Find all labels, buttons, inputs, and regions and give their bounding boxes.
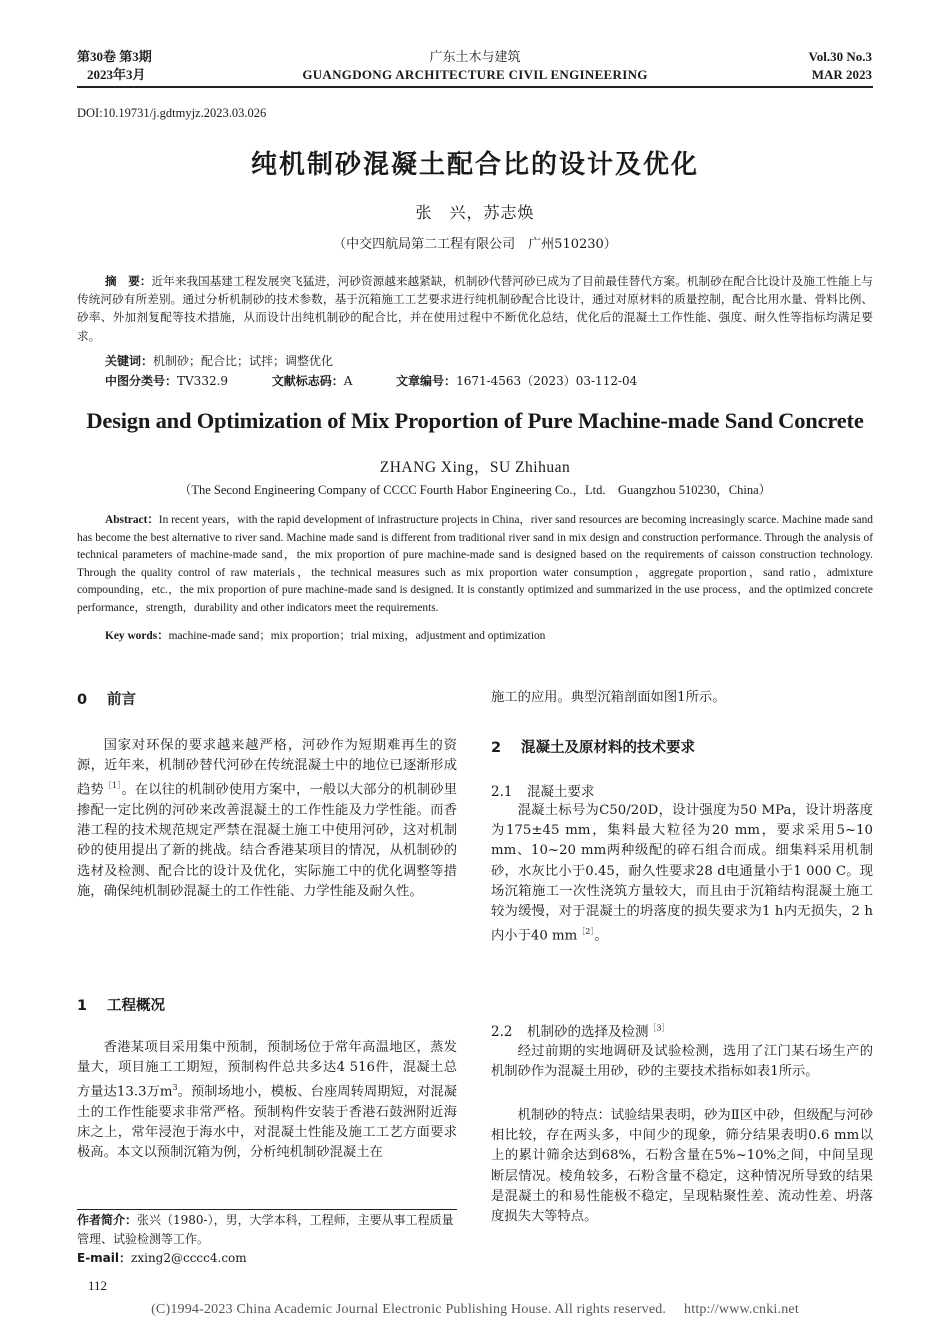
page-number: 112	[88, 1278, 108, 1293]
doi: DOI:10.19731/j.gdtmyjz.2023.03.026	[77, 106, 267, 120]
header-journal-en: GUANGDONG ARCHITECTURE CIVIL ENGINEERING	[302, 67, 648, 82]
section-1-number: 1	[77, 998, 88, 1014]
continued-paragraph: 施工的应用。典型沉箱剖面如图1所示。	[491, 690, 726, 705]
section-0-title: 前言	[107, 692, 136, 708]
header-volume-cn: 第30卷 第3期	[77, 49, 152, 64]
concrete-requirements-end: 。	[594, 928, 608, 944]
section-0-number: 0	[77, 692, 88, 708]
intro-ref: ［1］	[103, 781, 122, 791]
copyright-line: (C)1994-2023 China Academic Journal Electronic Publishing House. All rights reserved. http://www.cnki.net	[151, 1302, 799, 1317]
sand-selection-paragraph: 经过前期的实地调研及试验检测，选用了江门某石场生产的机制砂作为混凝土用砂，砂的主要技术指标如表1所示。	[491, 1044, 873, 1080]
doc-code-value: A	[343, 374, 353, 388]
subsection-2-2-ref: ［3］	[648, 1023, 670, 1033]
intro-text-rest: 。在以往的机制砂使用方案中，一般以大部分的机制砂里掺配一定比例的河砂来改善混凝土的工作性能及力学性能。而香港工程的技术规范规定严禁在混凝土施工中使用河砂，这对机制砂的使用提出了新的挑战。结合香港某项目的情况，从机制砂的选材及检测、配合比的设计及优化，实际施工中的优化调整等措施，确保纯机制砂混凝土的工作性能、力学性能及耐久性。	[77, 782, 458, 899]
keywords-cn-text: 机制砂；配合比；试拌；调整优化	[153, 354, 334, 368]
overview-text-rest: 。预制场地小，模板、台座周转周期短，对混凝土的工作性能要求非常严格。预制构件安装于香港石鼓洲附近海床之上，常年浸泡于海水中，对混凝土性能及施工工艺方面要求极高。本文以预制沉箱为例，分析纯机制砂混凝土在	[77, 1084, 458, 1161]
abstract-en-text: In recent years，with the rapid development of infrastructure projects in China，river sand resources are becoming increasingly scarce. Machine made sand has become the best alternative to river sand. Machine made sand is different from traditional river sand in mix design and construction performance. Through the analysis of technical parameters of machine-made sand，the mix proportion of pure machine-made sand is designed based on the requirements of caisson construction technology. Through the quality control of raw materials，the technical measures such as mix proportion water consumption，aggregate proportion，sand ratio，admixture compounding，etc.，the mix proportion of pure machine-made sand is designed. It is constantly optimized and summarized in the use process，and the optimized concrete performance，strength，durability and other indicators meet the requirements.	[77, 514, 873, 614]
footnote-email-label: E-mail：	[77, 1251, 132, 1265]
footnote-email	[77, 1249, 457, 1268]
header-journal-cn: 广东土木与建筑	[429, 49, 521, 64]
section-1-heading	[77, 994, 165, 1015]
paper-title-en: Design and Optimization of Mix Proportion of Pure Machine-made Sand Concrete	[86, 408, 864, 433]
header-journal	[250, 48, 700, 84]
article-no-value: 1671-4563（2023）03-112-04	[456, 374, 638, 388]
section-1-title: 工程概况	[107, 998, 165, 1014]
keywords-cn	[105, 352, 333, 369]
sand-characteristics-paragraph: 机制砂的特点：试验结果表明，砂为Ⅱ区中砂，但级配与河砂相比较，存在两头多，中间少的现象，筛分结果表明0.6 mm以上的累计筛余达到68%，石粉含量在5%~10%之间，中间呈现断层情况。棱角较多，石粉含量不稳定，这种情况所导致的结果是混凝土的和易性能极不稳定，呈现粘聚性差、流动性差、坍落度损失大等特点。	[491, 1108, 873, 1225]
header-volume-block	[77, 48, 152, 84]
header-rule	[77, 86, 873, 88]
footnote-author-text: 张兴（1980-），男，大学本科，工程师，主要从事工程质量管理、试验检测等工作。	[77, 1213, 454, 1246]
footnote-author-label: 作者简介：	[77, 1213, 138, 1227]
concrete-requirements-text: 混凝土标号为C50/20D，设计强度为50 MPa，设计坍落度为175±45 mm，集料最大粒径为20 mm，要求采用5~10 mm、10~20 mm两种级配的碎石组合而成。细集料采用机制砂，水灰比小于0.45，耐久性要求28 d电通量小于1 000 C。现场沉箱施工一次性浇筑方量较大，而且由于沉箱结构混凝土施工较为缓慢，对于混凝土的坍落度的损失要求为1 h内无损失，2 h内小于40 mm	[491, 803, 873, 944]
section-0-heading	[77, 688, 136, 709]
abstract-en-label: Abstract：	[105, 514, 159, 526]
overview-text: 香港某项目采用集中预制，预制场位于常年高温地区，蒸发量大，项目施工工期短，预制构件总共多达4 516件，混凝土总方量达13.3万	[77, 1040, 457, 1100]
footnote-author	[77, 1211, 457, 1249]
affiliation-cn: （中交四航局第二工程有限公司 广州510230）	[333, 237, 617, 252]
subsection-2-2-title: 机制砂的选择及检测	[527, 1024, 649, 1040]
classification-line	[105, 372, 637, 389]
overview-unit: m	[159, 1084, 173, 1100]
keywords-en-label: Key words：	[105, 630, 169, 642]
subsection-2-2-heading	[491, 1020, 670, 1040]
authors-en: ZHANG Xing，SU Zhihuan	[379, 459, 571, 476]
section-2-heading	[491, 736, 695, 757]
footnote-rule	[77, 1209, 457, 1210]
authors-cn: 张 兴，苏志焕	[415, 203, 535, 222]
header-date-cn: 2023年3月	[87, 67, 146, 82]
overview-paragraph	[77, 1038, 457, 1164]
header-volume-en: Vol.30 No.3	[808, 49, 872, 64]
doc-code-label: 文献标志码：	[271, 374, 344, 388]
clc-label: 中图分类号：	[105, 374, 178, 388]
concrete-requirements-ref: ［2］	[577, 927, 595, 937]
subsection-2-2-number: 2.2	[491, 1024, 513, 1040]
subsection-2-1-title: 混凝土要求	[527, 784, 595, 800]
article-no-label: 文章编号：	[396, 374, 457, 388]
subsection-2-1-number: 2.1	[491, 784, 513, 800]
overview-unit-sup: 3	[172, 1083, 178, 1093]
intro-paragraph	[77, 736, 457, 902]
concrete-requirements-paragraph	[491, 801, 873, 947]
header-volume-en-block	[809, 48, 872, 84]
section-2-title: 混凝土及原材料的技术要求	[521, 740, 695, 756]
paper-title-cn: 纯机制砂混凝土配合比的设计及优化	[250, 150, 699, 180]
affiliation-en: （The Second Engineering Company of CCCC Fourth Habor Engineering Co.，Ltd. Guangzhou 510230，China）	[178, 483, 772, 497]
abstract-cn-text: 近年来我国基建工程发展突飞猛进，河砂资源越来越紧缺，机制砂代替河砂已成为了目前最佳替代方案。机制砂在配合比设计及施工性能上与传统河砂有所差别。通过分析机制砂的技术参数，基于沉箱施工工艺要求进行纯机制砂配合比设计，通过对原材料的质量控制，配合比用水量、骨料比例、砂率、外加剂复配等技术措施，从而设计出纯机制砂的配合比，并在使用过程中不断优化总结，优化后的混凝土工作性能、强度、耐久性等指标均满足要求。	[77, 274, 873, 343]
abstract-cn	[77, 272, 873, 345]
subsection-2-1-heading	[491, 780, 595, 800]
keywords-cn-label: 关键词：	[105, 354, 154, 368]
keywords-en	[77, 628, 873, 646]
footnote-email-value: zxing2@cccc4.com	[131, 1251, 247, 1265]
intro-text: 国家对环保的要求越来越严格，河砂作为短期难再生的资源，近年来，机制砂替代河砂在传统混凝土中的地位已逐渐形成趋势	[77, 738, 457, 798]
clc-value: TV332.9	[177, 374, 229, 388]
footnote	[77, 1211, 457, 1268]
section-2-number: 2	[491, 740, 502, 756]
abstract-en	[77, 512, 873, 617]
keywords-en-text: machine-made sand；mix proportion；trial mixing，adjustment and optimization	[168, 630, 546, 642]
header-date-en: MAR 2023	[811, 67, 872, 82]
abstract-cn-label: 摘 要：	[105, 274, 152, 288]
